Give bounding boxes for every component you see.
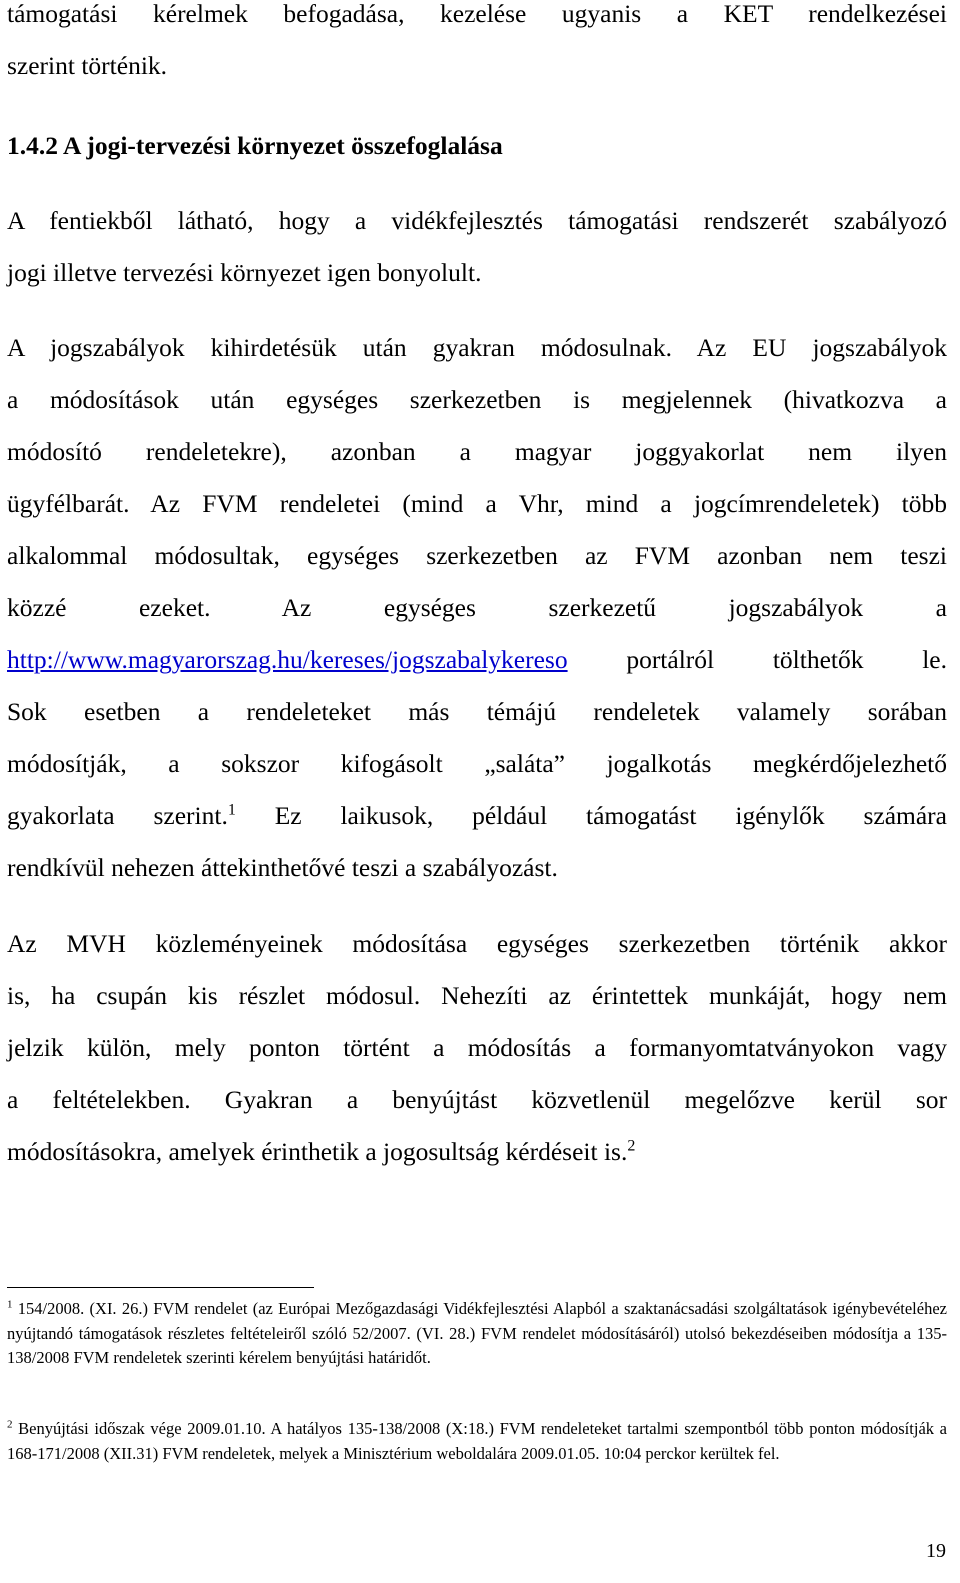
footnote-ref-2[interactable]: 2 xyxy=(627,1137,636,1155)
text-line: Sok esetben a rendeleteket más témájú rendeletek valamely sorában xyxy=(7,697,947,726)
text-line: rendkívül nehezen áttekinthetővé teszi a szabályozást. xyxy=(7,853,558,882)
text-line: ügyfélbarát. Az FVM rendeletei (mind a Vhr, mind a jogcímrendeletek) több xyxy=(7,489,947,518)
footnote-1 xyxy=(7,1297,947,1371)
footnote-ref-1[interactable]: 1 xyxy=(227,801,236,819)
text-line: gyakorlata szerint. xyxy=(7,801,228,830)
footnote-1-number: 1 xyxy=(7,1298,13,1311)
footnote-2-text: Benyújtási időszak vége 2009.01.10. A hatályos 135-138/2008 (X:18.) FVM rendeleteket tartalmi szempontból több ponton módosítják a 168-171/2008 (XII.31) FVM rendeletek, melyek a Minisztérium weboldalára 2009.01.05. 10:04 perckor kerültek fel. xyxy=(7,1419,947,1463)
text-line: Ez laikusok, például támogatást igénylők számára xyxy=(235,801,947,830)
text-line: módosítják, a sokszor kifogásolt „saláta” jogalkotás megkérdőjelezhető xyxy=(7,749,947,778)
paragraph-1 xyxy=(7,195,947,299)
jogszabalykereso-link[interactable]: http://www.magyarorszag.hu/kereses/jogszabalykereso xyxy=(7,645,568,674)
text-line: portálról tölthetők le. xyxy=(567,645,947,674)
section-heading: 1.4.2 A jogi-tervezési környezet összefoglalása xyxy=(7,131,503,160)
text-line: Az MVH közleményeinek módosítása egységes szerkezetben történik akkor xyxy=(7,929,947,958)
intro-paragraph xyxy=(7,0,947,92)
page-number: 19 xyxy=(926,1540,946,1562)
text-line: támogatási kérelmek befogadása, kezelése ugyanis a KET rendelkezései xyxy=(7,0,947,28)
text-line: a módosítások után egységes szerkezetben is megjelennek (hivatkozva a xyxy=(7,385,947,414)
text-line: jogi illetve tervezési környezet igen bonyolult. xyxy=(7,258,482,287)
text-line: módosító rendeletekre), azonban a magyar joggyakorlat nem ilyen xyxy=(7,437,947,466)
footnote-separator xyxy=(7,1287,314,1288)
text-line: módosításokra, amelyek érinthetik a jogosultság kérdéseit is. xyxy=(7,1137,628,1166)
text-line: A jogszabályok kihirdetésük után gyakran módosulnak. Az EU jogszabályok xyxy=(7,333,947,362)
footnote-2 xyxy=(7,1417,947,1466)
text-line: is, ha csupán kis részlet módosul. Nehezíti az érintettek munkáját, hogy nem xyxy=(7,981,947,1010)
text-line: jelzik külön, mely ponton történt a módosítás a formanyomtatványokon vagy xyxy=(7,1033,947,1062)
text-line: A fentiekből látható, hogy a vidékfejlesztés támogatási rendszerét szabályozó xyxy=(7,206,947,235)
paragraph-2 xyxy=(7,322,947,894)
footnote-1-text: 154/2008. (XI. 26.) FVM rendelet (az Európai Mezőgazdasági Vidékfejlesztési Alapból a szaktanácsadási szolgáltatások igénybevételéhez nyújtandó támogatások részletes feltételeiről szóló 52/2007. (VI. 28.) FVM rendelet módosításáról) utolsó bekezdéseiben módosítja a 135-138/2008 FVM rendeletek szerinti kérelem benyújtási határidőt. xyxy=(7,1299,947,1367)
text-line: a feltételekben. Gyakran a benyújtást közvetlenül megelőzve kerül sor xyxy=(7,1085,947,1114)
text-line: közzé ezeket. Az egységes szerkezetű jogszabályok a xyxy=(7,593,947,622)
text-line: szerint történik. xyxy=(7,51,168,80)
paragraph-3 xyxy=(7,918,947,1178)
footnote-2-number: 2 xyxy=(7,1418,13,1431)
text-line: alkalommal módosultak, egységes szerkezetben az FVM azonban nem teszi xyxy=(7,541,947,570)
